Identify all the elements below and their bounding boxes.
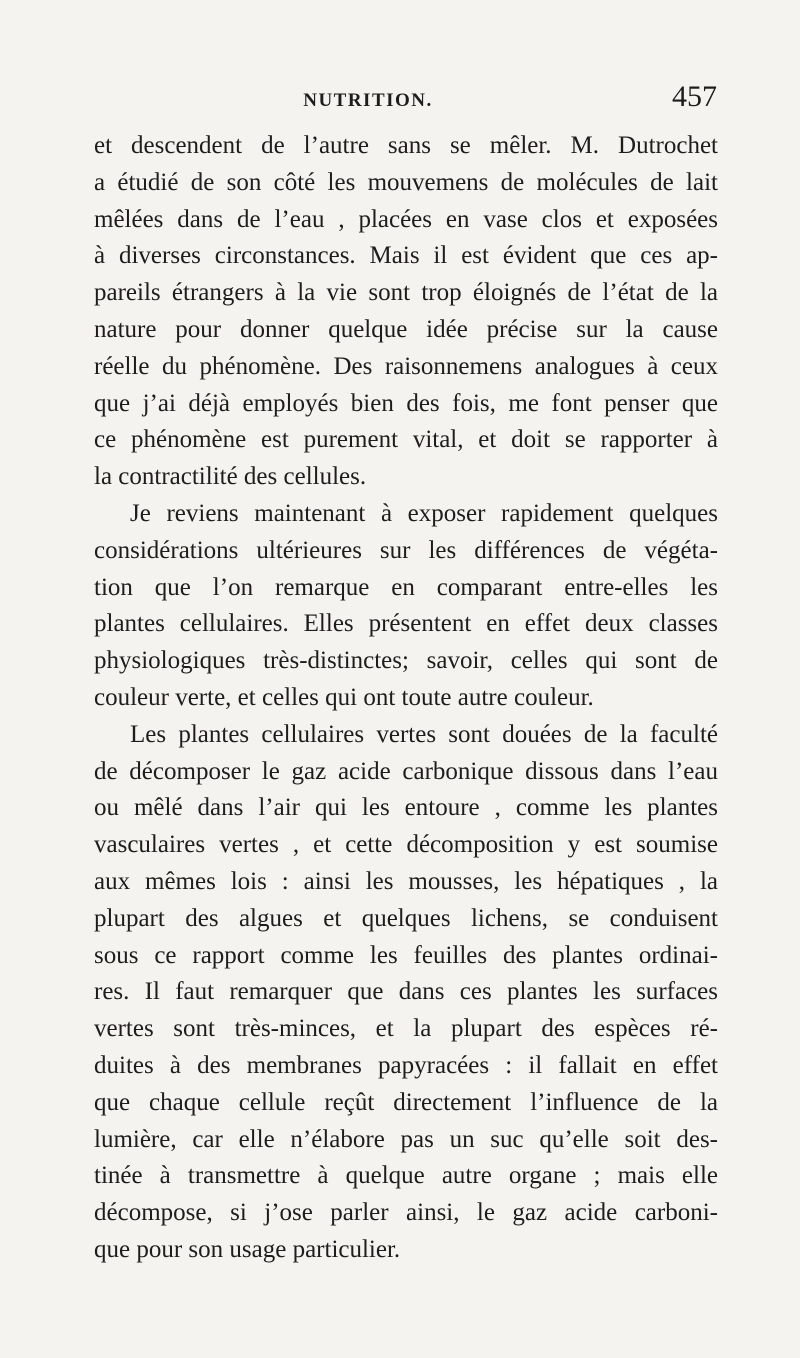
text-line: que j’ai déjà employés bien des fois, me font penser que xyxy=(94,389,718,417)
text-line: réelle du phénomène. Des raisonnemens analogues à ceux xyxy=(94,352,718,380)
text-line: que chaque cellule reçût directement l’influence de la xyxy=(94,1088,718,1116)
text-line: a étudié de son côté les mouvemens de molécules de lait xyxy=(94,168,718,196)
text-line: considérations ultérieures sur les différences de végéta- xyxy=(94,536,718,564)
text-line: nature pour donner quelque idée précise sur la cause xyxy=(94,315,718,343)
text-line: aux mêmes lois : ainsi les mousses, les hépatiques , la xyxy=(94,867,718,895)
text-line: plantes cellulaires. Elles présentent en effet deux classes xyxy=(94,610,718,638)
text-line: plupart des algues et quelques lichens, se conduisent xyxy=(94,904,718,932)
text-line: res. Il faut remarquer que dans ces plantes les surfaces xyxy=(94,978,718,1006)
running-head xyxy=(0,68,800,113)
text-line: mêlées dans de l’eau , placées en vase clos et exposées xyxy=(94,205,718,233)
text-line: vertes sont très-minces, et la plupart des espèces ré- xyxy=(94,1015,718,1043)
text-line: vasculaires vertes , et cette décomposition y est soumise xyxy=(94,831,718,859)
text-line: pareils étrangers à la vie sont trop éloignés de l’état de la xyxy=(94,279,718,307)
text-line: ce phénomène est purement vital, et doit se rapporter à xyxy=(94,426,718,454)
text-line: tion que l’on remarque en comparant entre-elles les xyxy=(94,573,718,601)
text-line: ou mêlé dans l’air qui les entoure , comme les plantes xyxy=(94,794,718,822)
text-line: duites à des membranes papyracées : il fallait en effet xyxy=(94,1051,718,1079)
text-line: décompose, si j’ose parler ainsi, le gaz acide carboni- xyxy=(94,1199,718,1227)
text-line: et descendent de l’autre sans se mêler. M. Dutrochet xyxy=(94,132,718,159)
running-title: NUTRITION. xyxy=(303,90,433,111)
text-line: couleur verte, et celles qui ont toute autre couleur. xyxy=(94,683,594,711)
text-line: que pour son usage particulier. xyxy=(94,1235,401,1263)
text-line: lumière, car elle n’élabore pas un suc qu’elle soit des- xyxy=(94,1125,718,1153)
text-line: tinée à transmettre à quelque autre organe ; mais elle xyxy=(94,1162,718,1190)
body-text xyxy=(94,128,718,1269)
text-line: de décomposer le gaz acide carbonique dissous dans l’eau xyxy=(94,757,718,785)
text-line: Je reviens maintenant à exposer rapidement quelques xyxy=(130,499,718,527)
text-line: la contractilité des cellules. xyxy=(94,463,367,491)
text-line: Les plantes cellulaires vertes sont douées de la faculté xyxy=(130,720,718,748)
page-number: 457 xyxy=(672,80,717,113)
text-line: à diverses circonstances. Mais il est évident que ces ap- xyxy=(94,242,718,270)
text-line: physiologiques très-distinctes; savoir, celles qui sont de xyxy=(94,647,718,675)
text-line: sous ce rapport comme les feuilles des plantes ordinai- xyxy=(94,941,718,969)
